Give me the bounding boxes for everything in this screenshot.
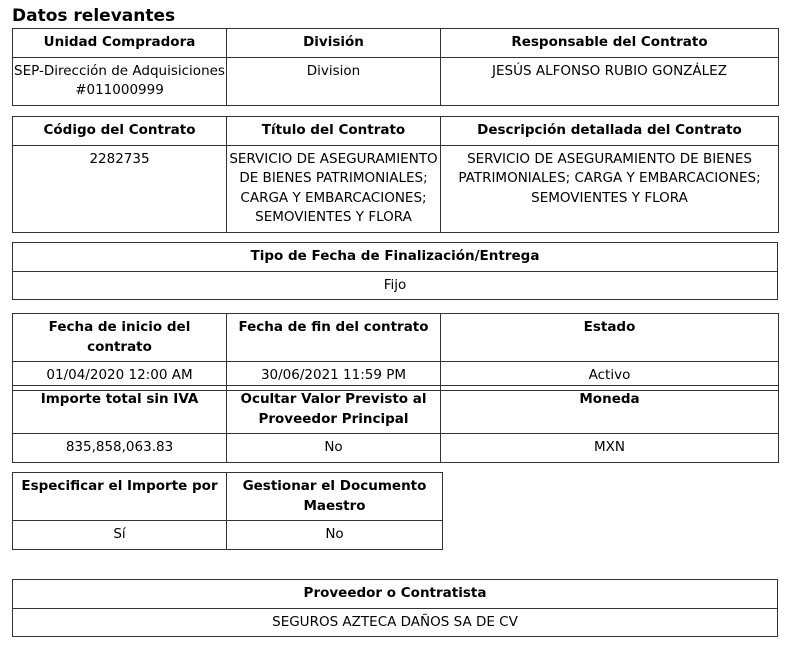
- value-moneda: MXN: [441, 434, 779, 463]
- header-especificar-importe: Especificar el Importe por: [13, 473, 227, 521]
- header-division: División: [227, 29, 441, 58]
- table-header-row: [13, 580, 778, 609]
- value-tipo-fecha: Fijo: [13, 271, 778, 300]
- header-fecha-inicio: Fecha de inicio del contrato: [13, 314, 227, 362]
- contract-info-table: [12, 116, 779, 233]
- header-fecha-fin: Fecha de fin del contrato: [227, 314, 441, 362]
- value-division: Division: [227, 57, 441, 105]
- value-codigo-contrato: 2282735: [13, 145, 227, 232]
- table-header-row: [13, 386, 779, 434]
- header-importe-total: Importe total sin IVA: [13, 386, 227, 434]
- value-proveedor: SEGUROS AZTECA DAÑOS SA DE CV: [13, 608, 778, 637]
- header-unidad-compradora: Unidad Compradora: [13, 29, 227, 58]
- table-header-row: [13, 243, 778, 272]
- header-moneda: Moneda: [441, 386, 779, 434]
- value-titulo-contrato: SERVICIO DE ASEGURAMIENTO DE BIENES PATRIMONIALES; CARGA Y EMBARCACIONES; SEMOVIENTES Y FLORA: [227, 145, 441, 232]
- value-gestionar-documento: No: [227, 521, 443, 550]
- header-ocultar-valor: Ocultar Valor Previsto al Proveedor Principal: [227, 386, 441, 434]
- header-estado: Estado: [441, 314, 779, 362]
- value-fecha-inicio: 01/04/2020 12:00 AM: [13, 362, 227, 391]
- supplier-table: [12, 579, 778, 637]
- table-header-row: [13, 117, 779, 146]
- header-tipo-fecha: Tipo de Fecha de Finalización/Entrega: [13, 243, 778, 272]
- value-especificar-importe: Sí: [13, 521, 227, 550]
- value-importe-total: 835,858,063.83: [13, 434, 227, 463]
- value-responsable: JESÚS ALFONSO RUBIO GONZÁLEZ: [441, 57, 779, 105]
- header-proveedor: Proveedor o Contratista: [13, 580, 778, 609]
- header-responsable: Responsable del Contrato: [441, 29, 779, 58]
- table-row: [13, 145, 779, 232]
- table-row: [13, 434, 779, 463]
- header-gestionar-documento: Gestionar el Documento Maestro: [227, 473, 443, 521]
- header-descripcion-contrato: Descripción detallada del Contrato: [441, 117, 779, 146]
- table-row: [13, 608, 778, 637]
- amount-options-table: [12, 472, 443, 550]
- table-header-row: [13, 473, 443, 521]
- table-header-row: [13, 29, 779, 58]
- header-codigo-contrato: Código del Contrato: [13, 117, 227, 146]
- page-title: Datos relevantes: [12, 6, 176, 26]
- value-unidad-compradora: SEP-Dirección de Adquisiciones #011000999: [13, 57, 227, 105]
- value-ocultar-valor: No: [227, 434, 441, 463]
- table-row: [13, 57, 779, 105]
- table-row: [13, 271, 778, 300]
- value-descripcion-contrato: SERVICIO DE ASEGURAMIENTO DE BIENES PATRIMONIALES; CARGA Y EMBARCACIONES; SEMOVIENTES Y FLORA: [441, 145, 779, 232]
- contract-dates-table: [12, 313, 779, 391]
- table-row: [13, 521, 443, 550]
- table-header-row: [13, 314, 779, 362]
- amount-table: [12, 385, 779, 463]
- end-date-type-table: [12, 242, 778, 300]
- buyer-info-table: [12, 28, 779, 106]
- value-fecha-fin: 30/06/2021 11:59 PM: [227, 362, 441, 391]
- header-titulo-contrato: Título del Contrato: [227, 117, 441, 146]
- value-estado: Activo: [441, 362, 779, 391]
